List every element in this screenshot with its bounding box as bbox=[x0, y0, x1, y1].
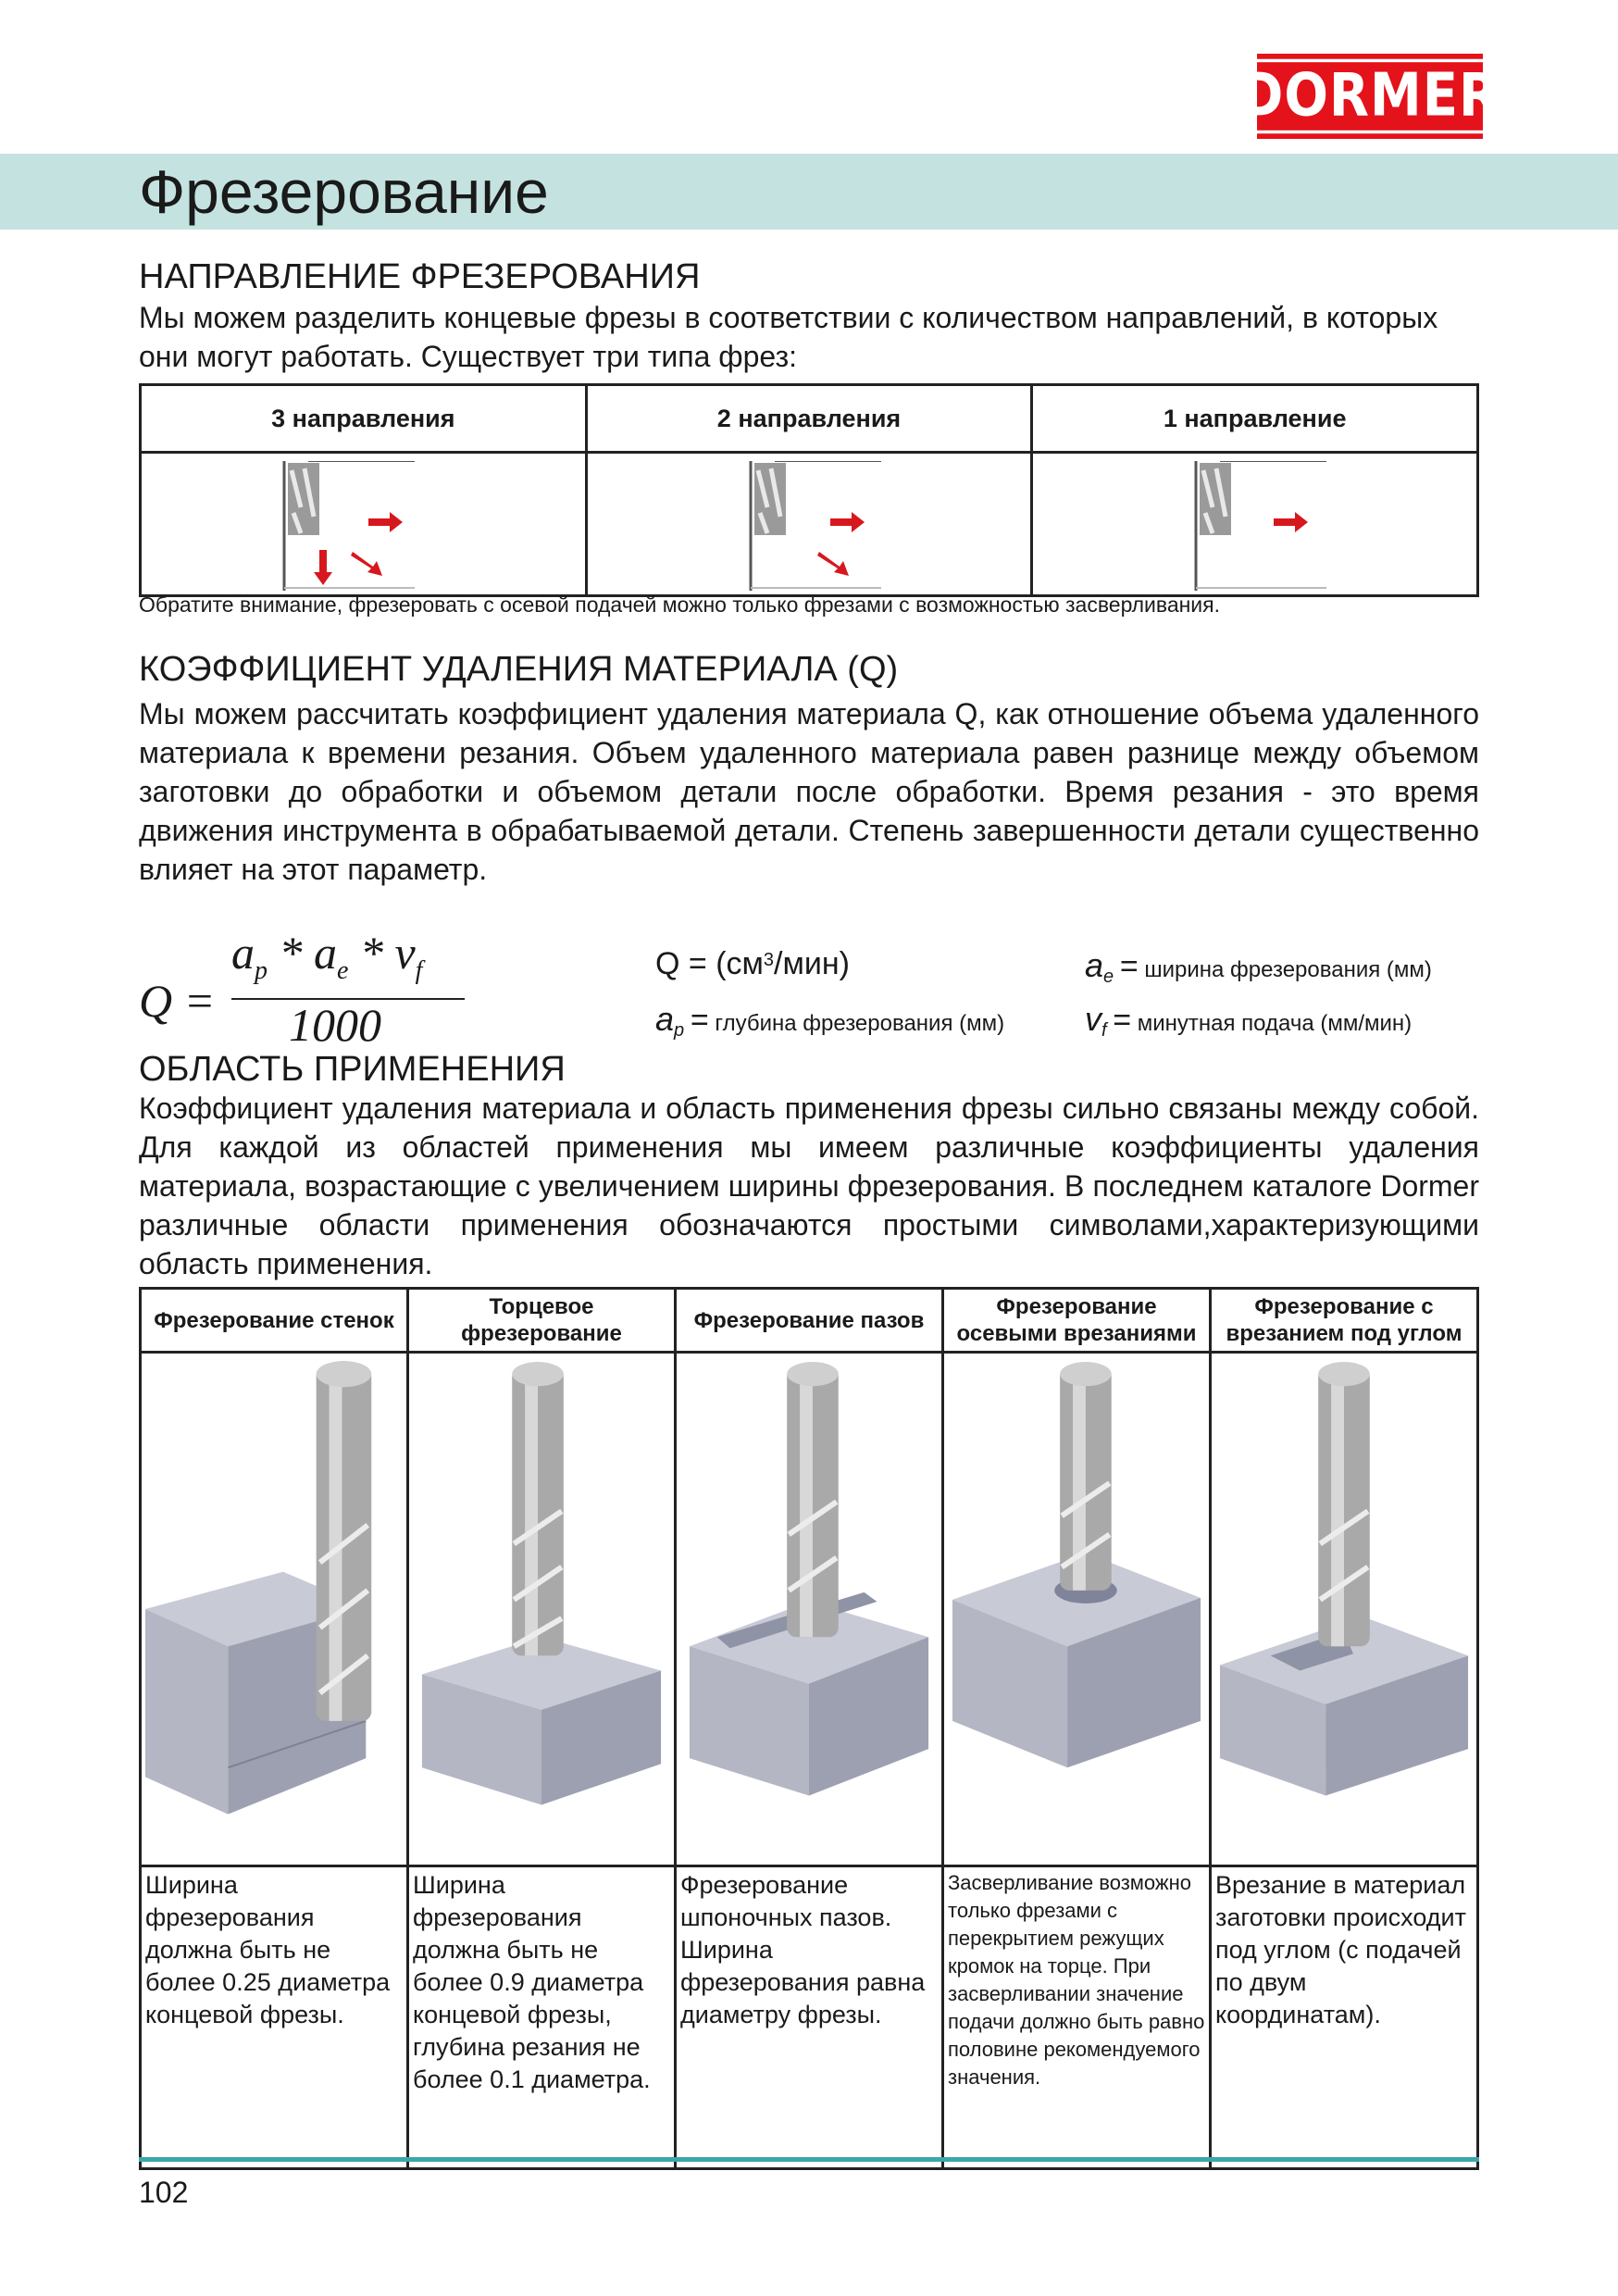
vf-legend: $v_f$ = минутная подача (мм/мин) bbox=[1085, 1000, 1413, 1041]
ae-legend: $a_e$ = ширина фрезерования (мм) bbox=[1085, 946, 1432, 987]
direction-cell bbox=[141, 453, 587, 596]
direction-header: 3 направления bbox=[141, 385, 587, 453]
direction-cell bbox=[586, 453, 1032, 596]
section-app-heading: ОБЛАСТЬ ПРИМЕНЕНИЯ bbox=[139, 1050, 566, 1089]
direction-header: 1 направление bbox=[1032, 385, 1478, 453]
application-header: Фрезерование с врезанием под углом bbox=[1211, 1289, 1478, 1353]
q-unit: $Q = (см^3/мин)$ bbox=[655, 946, 850, 981]
q-formula bbox=[139, 926, 472, 1051]
application-header: Фрезерование стенок bbox=[141, 1289, 408, 1353]
application-description: Ширина фрезерования должна быть не более 0.25 диаметра концевой фрезы. bbox=[141, 1866, 408, 2169]
logo-text: DORMER bbox=[1230, 59, 1510, 134]
application-image-cell bbox=[141, 1353, 408, 1866]
application-description: Врезание в материал заготовки происходит под углом (с подачей по двум координатам). bbox=[1211, 1866, 1478, 2169]
formula-lhs: Q = bbox=[139, 975, 216, 1027]
application-image-cell bbox=[943, 1353, 1211, 1866]
one-direction-diagram bbox=[1192, 461, 1326, 591]
direction-header: 2 направления bbox=[586, 385, 1032, 453]
section-q-heading: КОЭФФИЦИЕНТ УДАЛЕНИЯ МАТЕРИАЛА (Q) bbox=[139, 650, 899, 689]
section-q-text: Мы можем рассчитать коэффициент удаления материала Q, как отношение объема удаленного материала к времени резания. Объем удаленного материала равен разнице между объемом заготовки до обработки и объемом детали после обработки. Время резания - это время движения инструмента в обрабатываемой детали. Степень завершенности детали существенно влияет на этот параметр. bbox=[139, 697, 1479, 886]
three-direction-diagram bbox=[280, 461, 415, 591]
application-description: Засверливание возможно только фрезами с перекрытием режущих кромок на торце. При засверливании значение подачи должно быть равно половине рекомендуемого значения. bbox=[943, 1866, 1211, 2169]
application-header: Торцевое фрезерование bbox=[408, 1289, 676, 1353]
direction-note: Обратите внимание, фрезеровать с осевой подачей можно только фрезами с возможностью засверливания. bbox=[139, 593, 1221, 617]
application-table bbox=[139, 1287, 1479, 2170]
page-title: Фрезерование bbox=[139, 157, 549, 226]
direction-table bbox=[139, 383, 1479, 597]
two-direction-diagram bbox=[747, 461, 881, 591]
application-description: Ширина фрезерования должна быть не более 0.9 диаметра концевой фрезы, глубина резания не более 0.1 диаметра. bbox=[408, 1866, 676, 2169]
application-header: Фрезерование осевыми врезаниями bbox=[943, 1289, 1211, 1353]
section-app-text: Коэффициент удаления материала и область применения фрезы сильно связаны между собой. Для каждой из областей применения мы имеем различные коэффициенты удаления материала, возрастающие с увеличением ширины фрезерования. В последнем каталоге Dormer различные области применения обозначаются простыми символами,характеризующими область применения. bbox=[139, 1092, 1479, 1280]
application-description: Фрезерование шпоночных пазов. Ширина фрезерования равна диаметру фрезы. bbox=[676, 1866, 943, 2169]
direction-cell bbox=[1032, 453, 1478, 596]
application-header: Фрезерование пазов bbox=[676, 1289, 943, 1353]
formula-numerator: $a_p * a_e * v_f$ bbox=[231, 927, 423, 985]
shoulder-milling-illustration bbox=[145, 1357, 403, 1861]
application-image-cell bbox=[408, 1353, 676, 1866]
application-image-cell bbox=[1211, 1353, 1478, 1866]
section-direction-text: Мы можем разделить концевые фрезы в соответствии с количеством направлений, в которых они могут работать. Существует три типа фрез: bbox=[139, 301, 1438, 373]
page-number: 102 bbox=[139, 2176, 189, 2209]
footer-rule bbox=[139, 2157, 1479, 2162]
plunge-milling-illustration bbox=[948, 1357, 1205, 1861]
ap-legend: $a_p$ = глубина фрезерования (мм) bbox=[655, 1000, 1005, 1041]
section-direction-heading: НАПРАВЛЕНИЕ ФРЕЗЕРОВАНИЯ bbox=[139, 257, 701, 296]
dormer-logo bbox=[1239, 54, 1500, 139]
application-image-cell bbox=[676, 1353, 943, 1866]
face-milling-illustration bbox=[413, 1357, 670, 1861]
slot-milling-illustration bbox=[680, 1357, 938, 1861]
ramping-illustration bbox=[1215, 1357, 1473, 1861]
formula-denominator: 1000 bbox=[289, 999, 381, 1051]
